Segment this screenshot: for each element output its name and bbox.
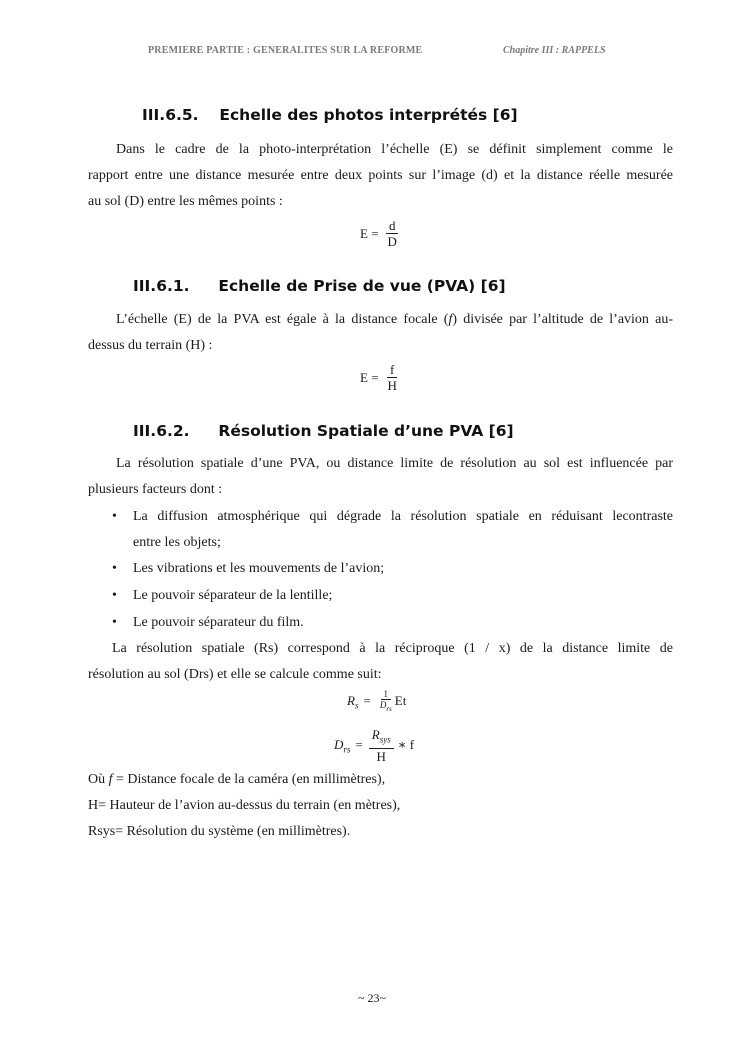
section-title: Echelle des photos interprétés [6] — [219, 106, 518, 124]
var-sub: s — [354, 700, 359, 711]
page-number: ~ 23~ — [358, 991, 386, 1005]
denominator: H — [376, 748, 386, 764]
section-heading — [142, 106, 518, 124]
bullet-marker: • — [112, 615, 117, 630]
list-item: La diffusion atmosphérique qui dégrade la résolution spatiale en réduisant lecontraste — [133, 509, 673, 524]
eq-trailing-text: Et — [394, 693, 407, 709]
definition-line: H= Hauteur de l’avion au-dessus du terrain (en mètres), — [88, 798, 401, 813]
section-heading — [133, 277, 506, 295]
denominator — [377, 700, 395, 714]
definition-line — [88, 772, 385, 788]
var-sub: rs — [343, 744, 351, 755]
focal-symbol: f — [448, 312, 453, 327]
bullet-marker: • — [112, 509, 117, 524]
paragraph-line: dessus du terrain (H) : — [88, 338, 213, 353]
var-sub: sys — [379, 734, 391, 745]
paragraph-line: rapport entre une distance mesurée entre deux points sur l’image (d) et la distance réelle mesurée — [88, 168, 673, 183]
fraction — [385, 362, 400, 393]
text-run: L’échelle (E) de la PVA est égale à la distance focale ( — [116, 312, 449, 327]
list-item: Les vibrations et les mouvements de l’avion; — [133, 561, 385, 576]
numerator — [369, 727, 394, 749]
equation-drs — [334, 727, 414, 764]
eq-lhs: E = — [360, 369, 379, 385]
var-sub: rs — [386, 704, 392, 713]
running-header-left: PREMIERE PARTIE : GENERALITES SUR LA REFORME — [148, 45, 423, 56]
equation-pva-scale — [360, 362, 400, 393]
bullet-marker: • — [112, 588, 117, 603]
list-item: Le pouvoir séparateur de la lentille; — [133, 588, 333, 603]
paragraph-line: La résolution spatiale (Rs) correspond à la réciproque (1 / x) de la distance limite de — [112, 641, 673, 656]
equals-sign: = — [363, 693, 371, 709]
numerator: 1 — [381, 689, 392, 700]
var: D — [379, 700, 387, 710]
fraction — [369, 727, 394, 764]
text-run: ) divisée par l’altitude de l’avion au- — [452, 312, 674, 327]
list-item-continuation: entre les objets; — [133, 535, 221, 550]
section-number: III.6.5. — [142, 106, 199, 124]
fraction — [377, 689, 395, 714]
equation-rs — [347, 689, 406, 714]
denominator: D — [387, 234, 397, 249]
section-number: III.6.1. — [133, 277, 190, 295]
denominator: H — [387, 378, 397, 393]
fraction — [385, 218, 400, 249]
paragraph-line: La résolution spatiale d’une PVA, ou distance limite de résolution au sol est influencée par — [116, 456, 673, 471]
paragraph-line: plusieurs facteurs dont : — [88, 482, 223, 497]
running-header-right: Chapitre III : RAPPELS — [503, 45, 606, 56]
list-item: Le pouvoir séparateur du film. — [133, 615, 304, 630]
section-heading — [133, 422, 514, 440]
paragraph-line: résolution au sol (Drs) et elle se calcule comme suit: — [88, 667, 382, 682]
focal-symbol: f — [108, 772, 113, 787]
numerator: f — [387, 362, 397, 378]
equals-sign: = — [355, 737, 363, 753]
eq-trailing-text: ∗ f — [397, 737, 415, 753]
bullet-marker: • — [112, 561, 117, 576]
text-run: Où — [88, 772, 109, 787]
paragraph-line — [116, 312, 673, 328]
definition-line: Rsys= Résolution du système (en millimètres). — [88, 824, 351, 839]
section-number: III.6.2. — [133, 422, 190, 440]
var: D — [334, 736, 344, 752]
eq-lhs — [334, 737, 350, 755]
var: R — [347, 692, 355, 708]
section-title: Résolution Spatiale d’une PVA [6] — [218, 422, 514, 440]
paragraph-line: au sol (D) entre les mêmes points : — [88, 194, 283, 209]
eq-lhs: E = — [360, 225, 379, 241]
text-run: = Distance focale de la caméra (en millimètres), — [112, 772, 386, 787]
section-title: Echelle de Prise de vue (PVA) [6] — [218, 277, 506, 295]
eq-lhs — [347, 693, 358, 711]
equation-scale — [360, 218, 400, 249]
paragraph-line: Dans le cadre de la photo-interprétation l’échelle (E) se définit simplement comme le — [116, 142, 673, 157]
numerator: d — [386, 218, 399, 234]
var: R — [371, 727, 380, 742]
